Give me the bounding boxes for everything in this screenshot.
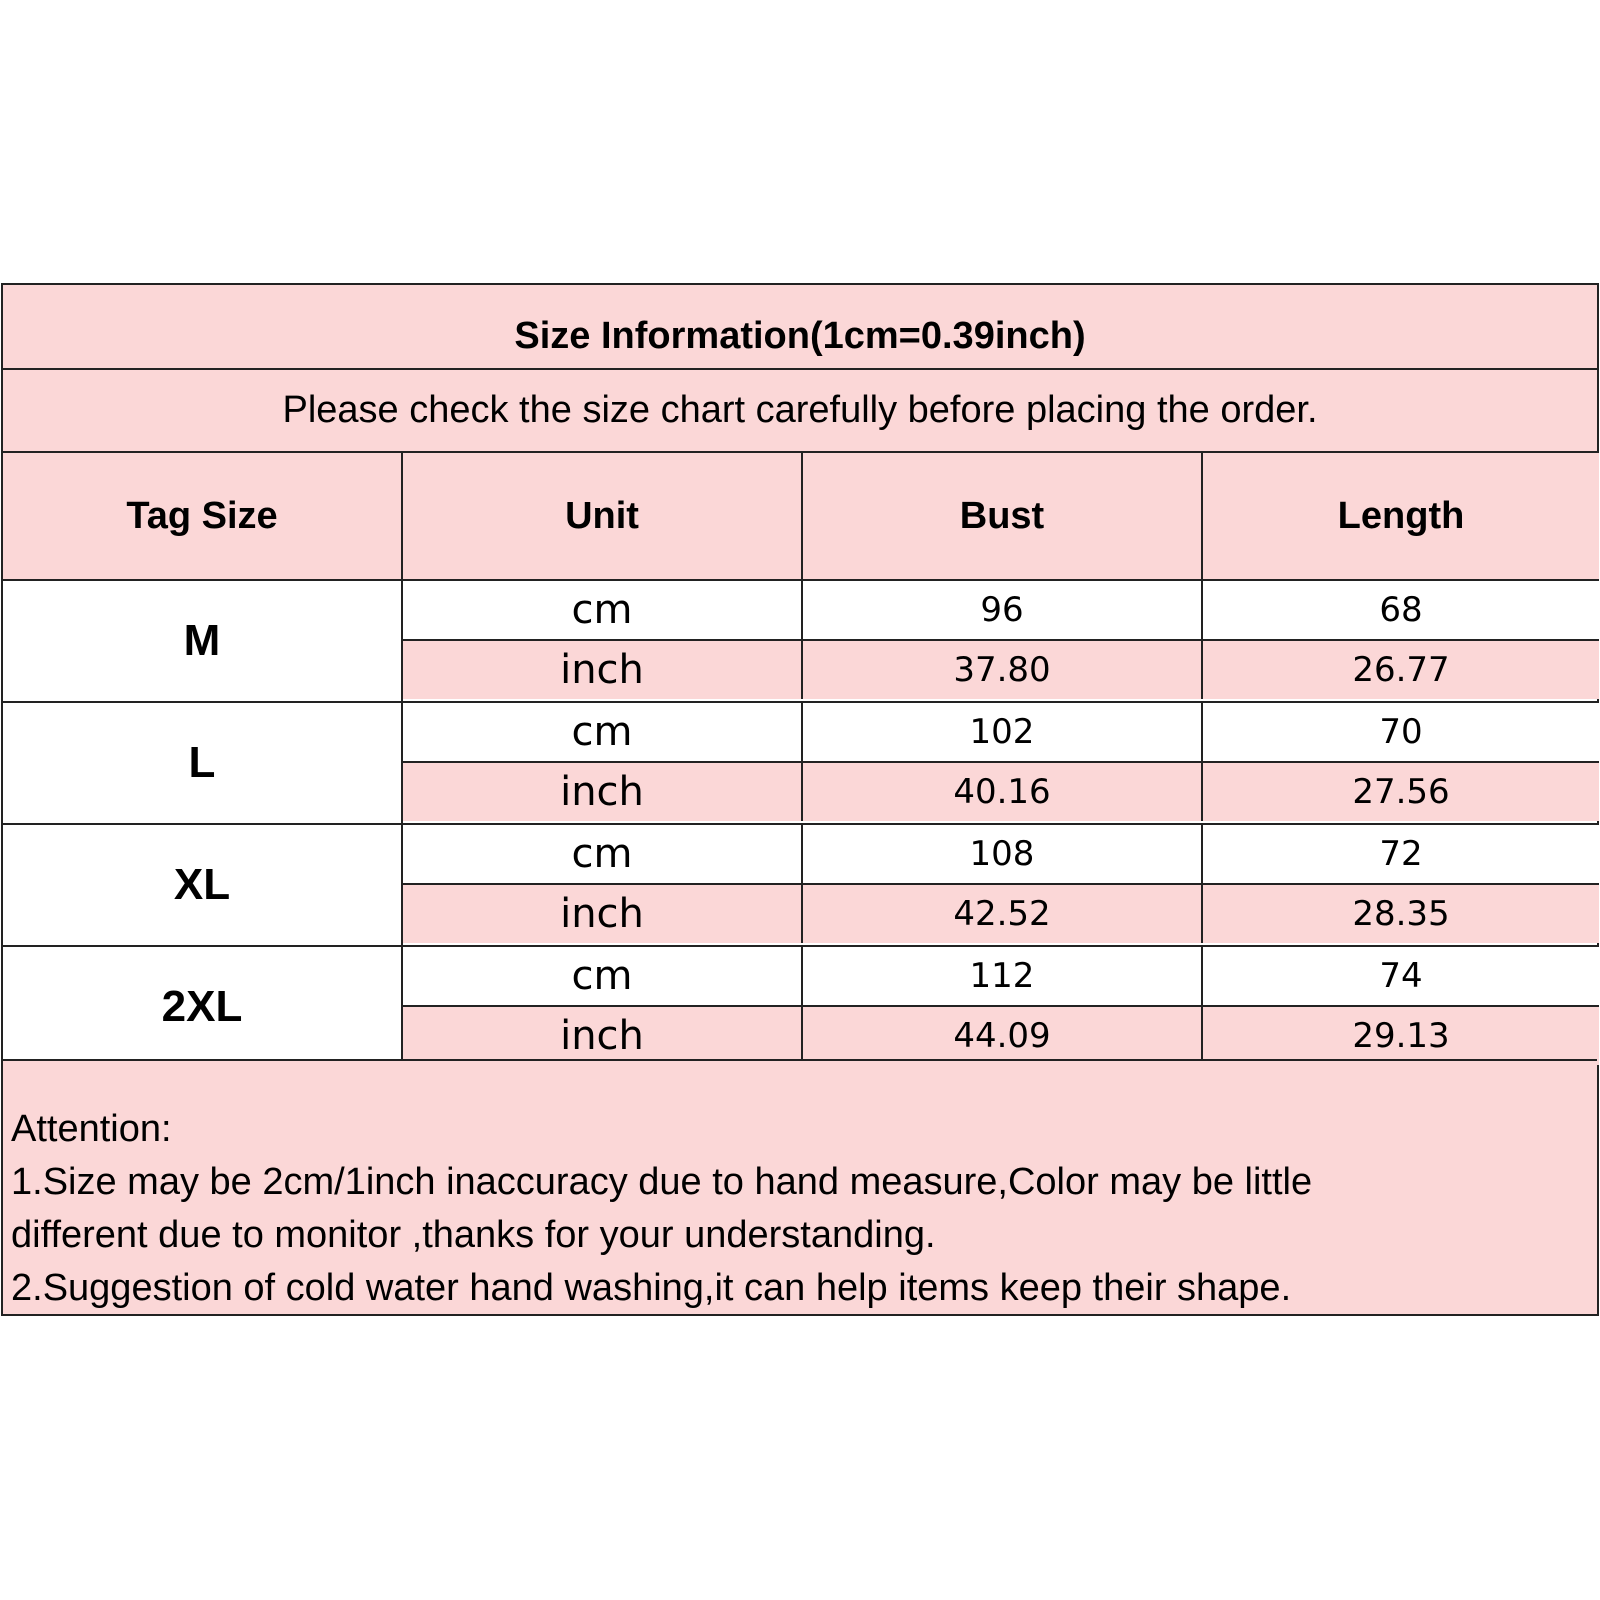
table-row <box>403 763 1599 821</box>
length-cell: 28.35 <box>1352 894 1450 934</box>
size-chart-table <box>1 283 1599 1316</box>
header-unit: Unit <box>403 453 801 579</box>
table-row <box>403 1007 1599 1065</box>
header-tag-size: Tag Size <box>3 453 401 579</box>
unit-cell: inch <box>560 769 644 815</box>
size-group-2xl <box>3 947 1597 1067</box>
header-length: Length <box>1203 453 1599 579</box>
table-row <box>403 825 1599 883</box>
length-cell: 70 <box>1379 712 1423 752</box>
tag-size-cell: 2XL <box>3 947 401 1067</box>
unit-cell: inch <box>560 891 644 937</box>
table-row <box>403 885 1599 943</box>
unit-cell: inch <box>560 1013 644 1059</box>
bust-cell: 37.80 <box>953 650 1051 690</box>
size-group-xl <box>3 825 1597 945</box>
bust-cell: 44.09 <box>953 1016 1051 1056</box>
header-bust: Bust <box>803 453 1201 579</box>
length-cell: 72 <box>1379 834 1423 874</box>
table-row <box>403 641 1599 699</box>
notes-heading: Attention: <box>11 1108 172 1150</box>
tag-size-cell: XL <box>3 825 401 945</box>
unit-cell: cm <box>571 953 633 999</box>
bust-cell: 112 <box>969 956 1035 996</box>
header-row <box>3 453 1597 579</box>
bust-cell: 108 <box>969 834 1035 874</box>
length-cell: 29.13 <box>1352 1016 1450 1056</box>
bust-cell: 96 <box>980 590 1024 630</box>
table-subtitle: Please check the size chart carefully before placing the order. <box>3 370 1597 451</box>
note-line: 1.Size may be 2cm/1inch inaccuracy due to hand measure,Color may be little <box>11 1161 1313 1203</box>
attention-notes <box>3 1061 1597 1314</box>
bust-cell: 42.52 <box>953 894 1051 934</box>
tag-size-cell: L <box>3 703 401 823</box>
tag-size-cell: M <box>3 581 401 701</box>
size-group-m <box>3 581 1597 701</box>
table-row <box>403 703 1599 761</box>
bust-cell: 102 <box>969 712 1035 752</box>
note-line: different due to monitor ,thanks for your understanding. <box>11 1214 936 1256</box>
unit-cell: cm <box>571 831 633 877</box>
size-group-l <box>3 703 1597 823</box>
unit-cell: cm <box>571 709 633 755</box>
table-title: Size Information(1cm=0.39inch) <box>3 285 1597 368</box>
table-row <box>403 581 1599 639</box>
bust-cell: 40.16 <box>953 772 1051 812</box>
unit-cell: inch <box>560 647 644 693</box>
length-cell: 74 <box>1379 956 1423 996</box>
length-cell: 68 <box>1379 590 1423 630</box>
note-line: 2.Suggestion of cold water hand washing,it can help items keep their shape. <box>11 1267 1292 1309</box>
length-cell: 26.77 <box>1352 650 1450 690</box>
table-row <box>403 947 1599 1005</box>
unit-cell: cm <box>571 587 633 633</box>
length-cell: 27.56 <box>1352 772 1450 812</box>
